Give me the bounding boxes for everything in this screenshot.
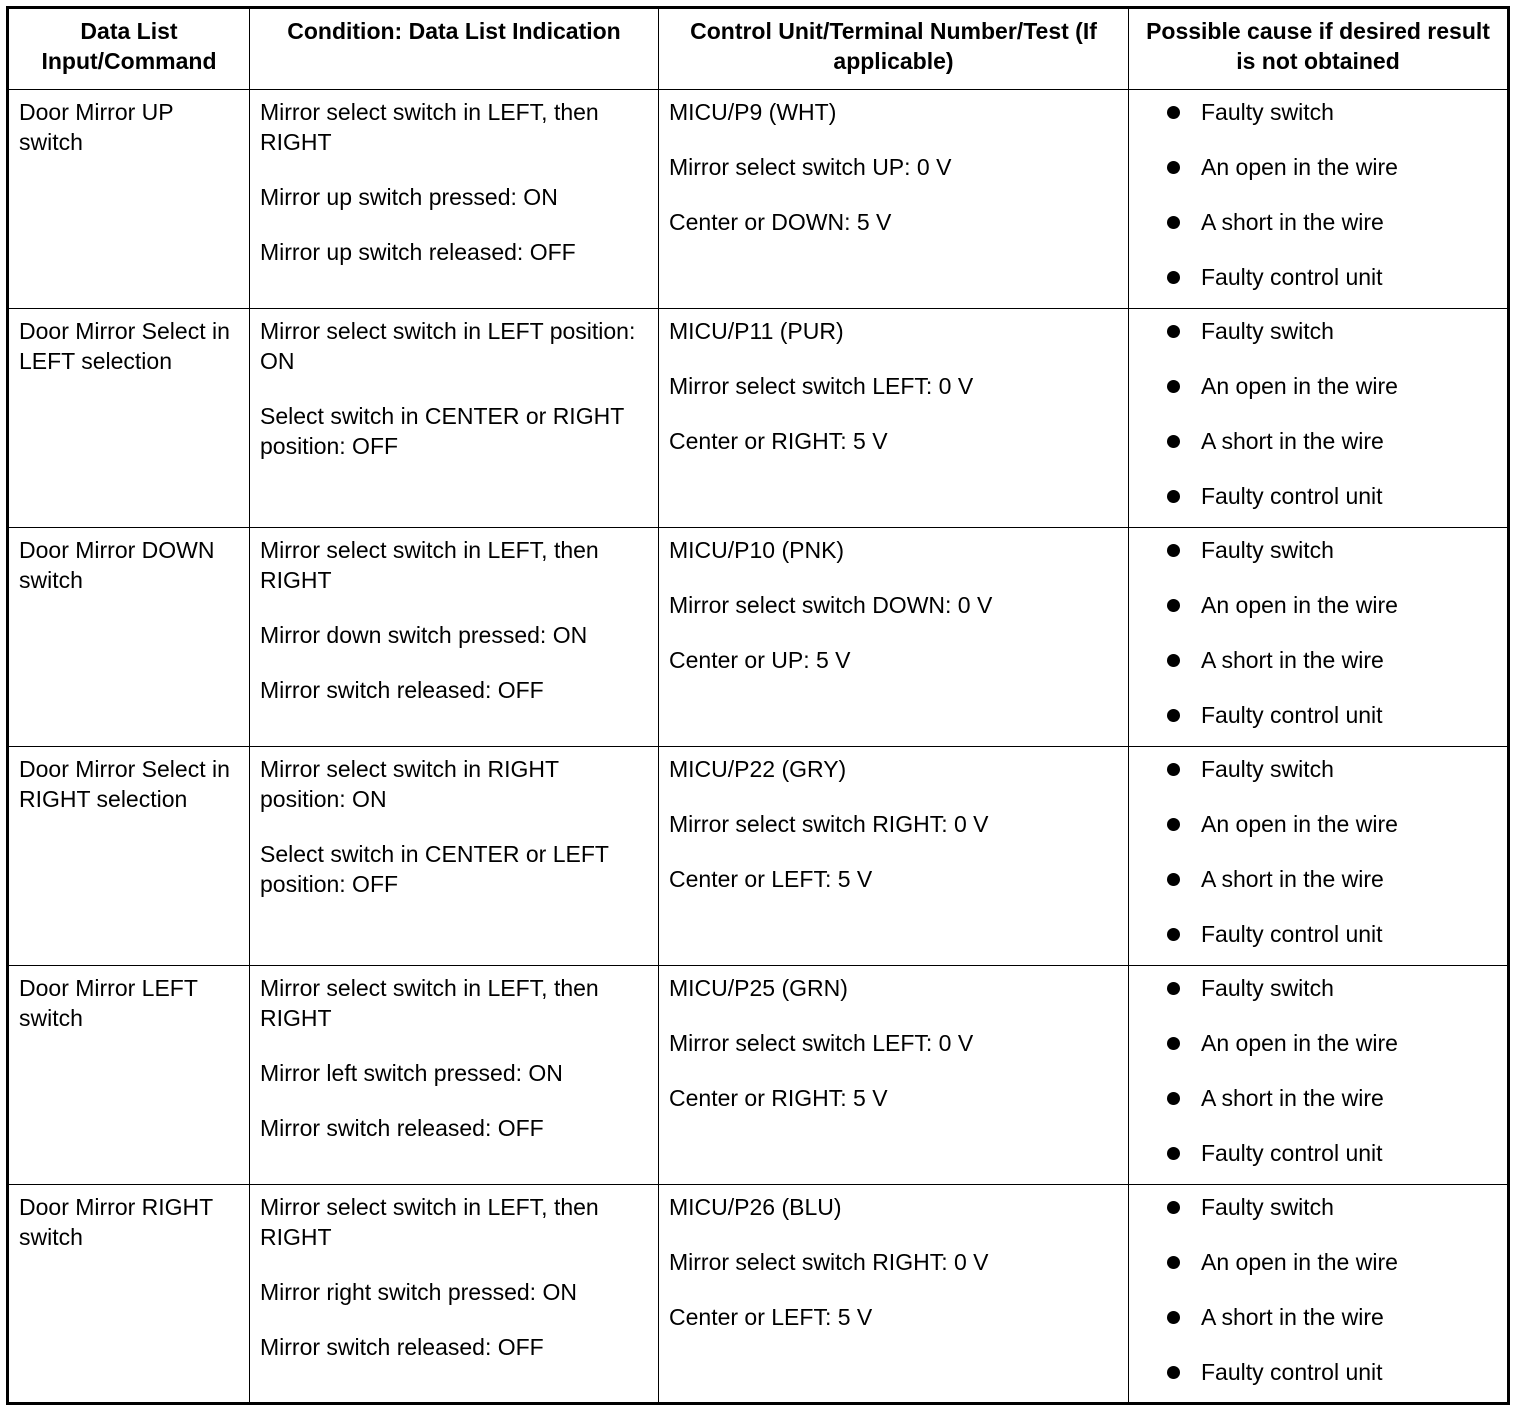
cause-item <box>1159 1083 1497 1113</box>
bullet-icon <box>1167 1201 1180 1214</box>
bullet-icon <box>1167 654 1180 667</box>
bullet-icon <box>1167 982 1180 995</box>
header-condition: Condition: Data List Indication <box>250 8 659 90</box>
terminal-text: Mirror select switch RIGHT: 0 V <box>669 1249 989 1275</box>
table-row <box>8 528 1509 747</box>
cause-item <box>1159 481 1497 511</box>
input-command-cell: Door Mirror LEFT switch <box>8 966 250 1185</box>
condition-text: Mirror select switch in RIGHT position: ON <box>260 756 559 812</box>
terminal-text: Center or DOWN: 5 V <box>669 209 892 235</box>
bullet-icon <box>1167 216 1180 229</box>
cause-list <box>1139 973 1497 1168</box>
bullet-icon <box>1167 1092 1180 1105</box>
bullet-icon <box>1167 161 1180 174</box>
condition-text: Mirror up switch pressed: ON <box>260 184 558 210</box>
cause-item <box>1159 97 1497 127</box>
bullet-icon <box>1167 1147 1180 1160</box>
cause-item <box>1159 754 1497 784</box>
condition-text: Mirror select switch in LEFT, then RIGHT <box>260 1194 599 1250</box>
header-input-command-line2: Input/Command <box>41 48 217 74</box>
terminal-text: Mirror select switch RIGHT: 0 V <box>669 811 989 837</box>
cause-text: Faulty control unit <box>1201 702 1383 728</box>
cause-text: Faulty switch <box>1201 756 1334 782</box>
cause-text: An open in the wire <box>1201 811 1398 837</box>
cause-item <box>1159 919 1497 949</box>
table-row <box>8 1185 1509 1404</box>
cause-item <box>1159 262 1497 292</box>
terminal-text: MICU/P22 (GRY) <box>669 756 847 782</box>
terminal-text: Mirror select switch LEFT: 0 V <box>669 373 974 399</box>
input-command-cell: Door Mirror Select in RIGHT selection <box>8 747 250 966</box>
condition-text: Mirror select switch in LEFT, then RIGHT <box>260 975 599 1031</box>
bullet-icon <box>1167 818 1180 831</box>
header-row <box>8 8 1509 90</box>
condition-text: Mirror select switch in LEFT position: ON <box>260 318 636 374</box>
cause-item <box>1159 590 1497 620</box>
condition-text: Mirror left switch pressed: ON <box>260 1060 563 1086</box>
cause-text: Faulty control unit <box>1201 921 1383 947</box>
cause-item <box>1159 1357 1497 1387</box>
terminal-text: MICU/P25 (GRN) <box>669 975 848 1001</box>
terminal-text: Mirror select switch DOWN: 0 V <box>669 592 993 618</box>
terminal-text: Mirror select switch LEFT: 0 V <box>669 1030 974 1056</box>
condition-cell <box>250 747 659 966</box>
cause-text: An open in the wire <box>1201 1249 1398 1275</box>
terminal-text: MICU/P10 (PNK) <box>669 537 845 563</box>
cause-text: A short in the wire <box>1201 209 1384 235</box>
terminal-cell <box>659 528 1129 747</box>
cause-list <box>1139 316 1497 511</box>
header-input-command <box>8 8 250 90</box>
input-command-cell: Door Mirror UP switch <box>8 90 250 309</box>
condition-text: Mirror select switch in LEFT, then RIGHT <box>260 99 599 155</box>
input-command-cell: Door Mirror RIGHT switch <box>8 1185 250 1404</box>
bullet-icon <box>1167 928 1180 941</box>
bullet-icon <box>1167 1366 1180 1379</box>
cause-item <box>1159 864 1497 894</box>
bullet-icon <box>1167 709 1180 722</box>
table-body <box>8 90 1509 1404</box>
input-command-cell: Door Mirror Select in LEFT selection <box>8 309 250 528</box>
terminal-text: Center or UP: 5 V <box>669 647 851 673</box>
possible-cause-cell <box>1129 966 1509 1185</box>
condition-text: Mirror down switch pressed: ON <box>260 622 588 648</box>
cause-text: A short in the wire <box>1201 866 1384 892</box>
terminal-text: Mirror select switch UP: 0 V <box>669 154 952 180</box>
condition-text: Mirror switch released: OFF <box>260 677 544 703</box>
terminal-text: MICU/P9 (WHT) <box>669 99 837 125</box>
possible-cause-cell <box>1129 1185 1509 1404</box>
condition-text: Select switch in CENTER or LEFT position: OFF <box>260 841 609 897</box>
bullet-icon <box>1167 325 1180 338</box>
cause-item <box>1159 316 1497 346</box>
terminal-cell <box>659 966 1129 1185</box>
cause-item <box>1159 426 1497 456</box>
cause-item <box>1159 535 1497 565</box>
condition-text: Mirror switch released: OFF <box>260 1115 544 1141</box>
cause-text: An open in the wire <box>1201 154 1398 180</box>
possible-cause-cell <box>1129 528 1509 747</box>
condition-cell <box>250 528 659 747</box>
bullet-icon <box>1167 873 1180 886</box>
terminal-cell <box>659 1185 1129 1404</box>
header-terminal: Control Unit/Terminal Number/Test (If applicable) <box>659 8 1129 90</box>
cause-text: Faulty switch <box>1201 318 1334 344</box>
cause-text: A short in the wire <box>1201 1085 1384 1111</box>
terminal-text: Center or LEFT: 5 V <box>669 1304 873 1330</box>
cause-item <box>1159 1138 1497 1168</box>
cause-text: Faulty switch <box>1201 537 1334 563</box>
bullet-icon <box>1167 435 1180 448</box>
terminal-text: Center or RIGHT: 5 V <box>669 1085 888 1111</box>
cause-item <box>1159 1028 1497 1058</box>
cause-text: An open in the wire <box>1201 1030 1398 1056</box>
bullet-icon <box>1167 1256 1180 1269</box>
bullet-icon <box>1167 380 1180 393</box>
cause-item <box>1159 973 1497 1003</box>
input-command-cell: Door Mirror DOWN switch <box>8 528 250 747</box>
header-possible-cause: Possible cause if desired result is not obtained <box>1129 8 1509 90</box>
data-list-table <box>6 6 1510 1405</box>
possible-cause-cell <box>1129 747 1509 966</box>
bullet-icon <box>1167 763 1180 776</box>
cause-text: Faulty switch <box>1201 99 1334 125</box>
cause-text: A short in the wire <box>1201 1304 1384 1330</box>
cause-text: Faulty control unit <box>1201 1140 1383 1166</box>
cause-list <box>1139 535 1497 730</box>
cause-list <box>1139 1192 1497 1387</box>
cause-item <box>1159 1302 1497 1332</box>
cause-text: Faulty control unit <box>1201 264 1383 290</box>
possible-cause-cell <box>1129 309 1509 528</box>
cause-text: A short in the wire <box>1201 647 1384 673</box>
cause-item <box>1159 207 1497 237</box>
header-input-command-line1: Data List <box>80 18 178 44</box>
bullet-icon <box>1167 490 1180 503</box>
condition-text: Mirror select switch in LEFT, then RIGHT <box>260 537 599 593</box>
table-row <box>8 90 1509 309</box>
table-row <box>8 309 1509 528</box>
terminal-cell <box>659 90 1129 309</box>
cause-item <box>1159 645 1497 675</box>
bullet-icon <box>1167 599 1180 612</box>
cause-item <box>1159 371 1497 401</box>
condition-text: Select switch in CENTER or RIGHT position: OFF <box>260 403 624 459</box>
bullet-icon <box>1167 271 1180 284</box>
cause-text: An open in the wire <box>1201 373 1398 399</box>
terminal-cell <box>659 747 1129 966</box>
cause-text: Faulty control unit <box>1201 1359 1383 1385</box>
condition-text: Mirror switch released: OFF <box>260 1334 544 1360</box>
condition-text: Mirror right switch pressed: ON <box>260 1279 577 1305</box>
cause-item <box>1159 1192 1497 1222</box>
bullet-icon <box>1167 1311 1180 1324</box>
cause-item <box>1159 809 1497 839</box>
terminal-text: Center or LEFT: 5 V <box>669 866 873 892</box>
cause-list <box>1139 97 1497 292</box>
condition-cell <box>250 90 659 309</box>
terminal-text: Center or RIGHT: 5 V <box>669 428 888 454</box>
condition-text: Mirror up switch released: OFF <box>260 239 576 265</box>
cause-list <box>1139 754 1497 949</box>
cause-item <box>1159 700 1497 730</box>
condition-cell <box>250 1185 659 1404</box>
table-row <box>8 747 1509 966</box>
bullet-icon <box>1167 544 1180 557</box>
cause-text: An open in the wire <box>1201 592 1398 618</box>
table-header <box>8 8 1509 90</box>
bullet-icon <box>1167 106 1180 119</box>
bullet-icon <box>1167 1037 1180 1050</box>
condition-cell <box>250 309 659 528</box>
cause-item <box>1159 152 1497 182</box>
cause-text: Faulty switch <box>1201 1194 1334 1220</box>
terminal-text: MICU/P11 (PUR) <box>669 318 844 344</box>
terminal-text: MICU/P26 (BLU) <box>669 1194 842 1220</box>
table-row <box>8 966 1509 1185</box>
cause-item <box>1159 1247 1497 1277</box>
condition-cell <box>250 966 659 1185</box>
cause-text: Faulty switch <box>1201 975 1334 1001</box>
cause-text: A short in the wire <box>1201 428 1384 454</box>
terminal-cell <box>659 309 1129 528</box>
possible-cause-cell <box>1129 90 1509 309</box>
cause-text: Faulty control unit <box>1201 483 1383 509</box>
